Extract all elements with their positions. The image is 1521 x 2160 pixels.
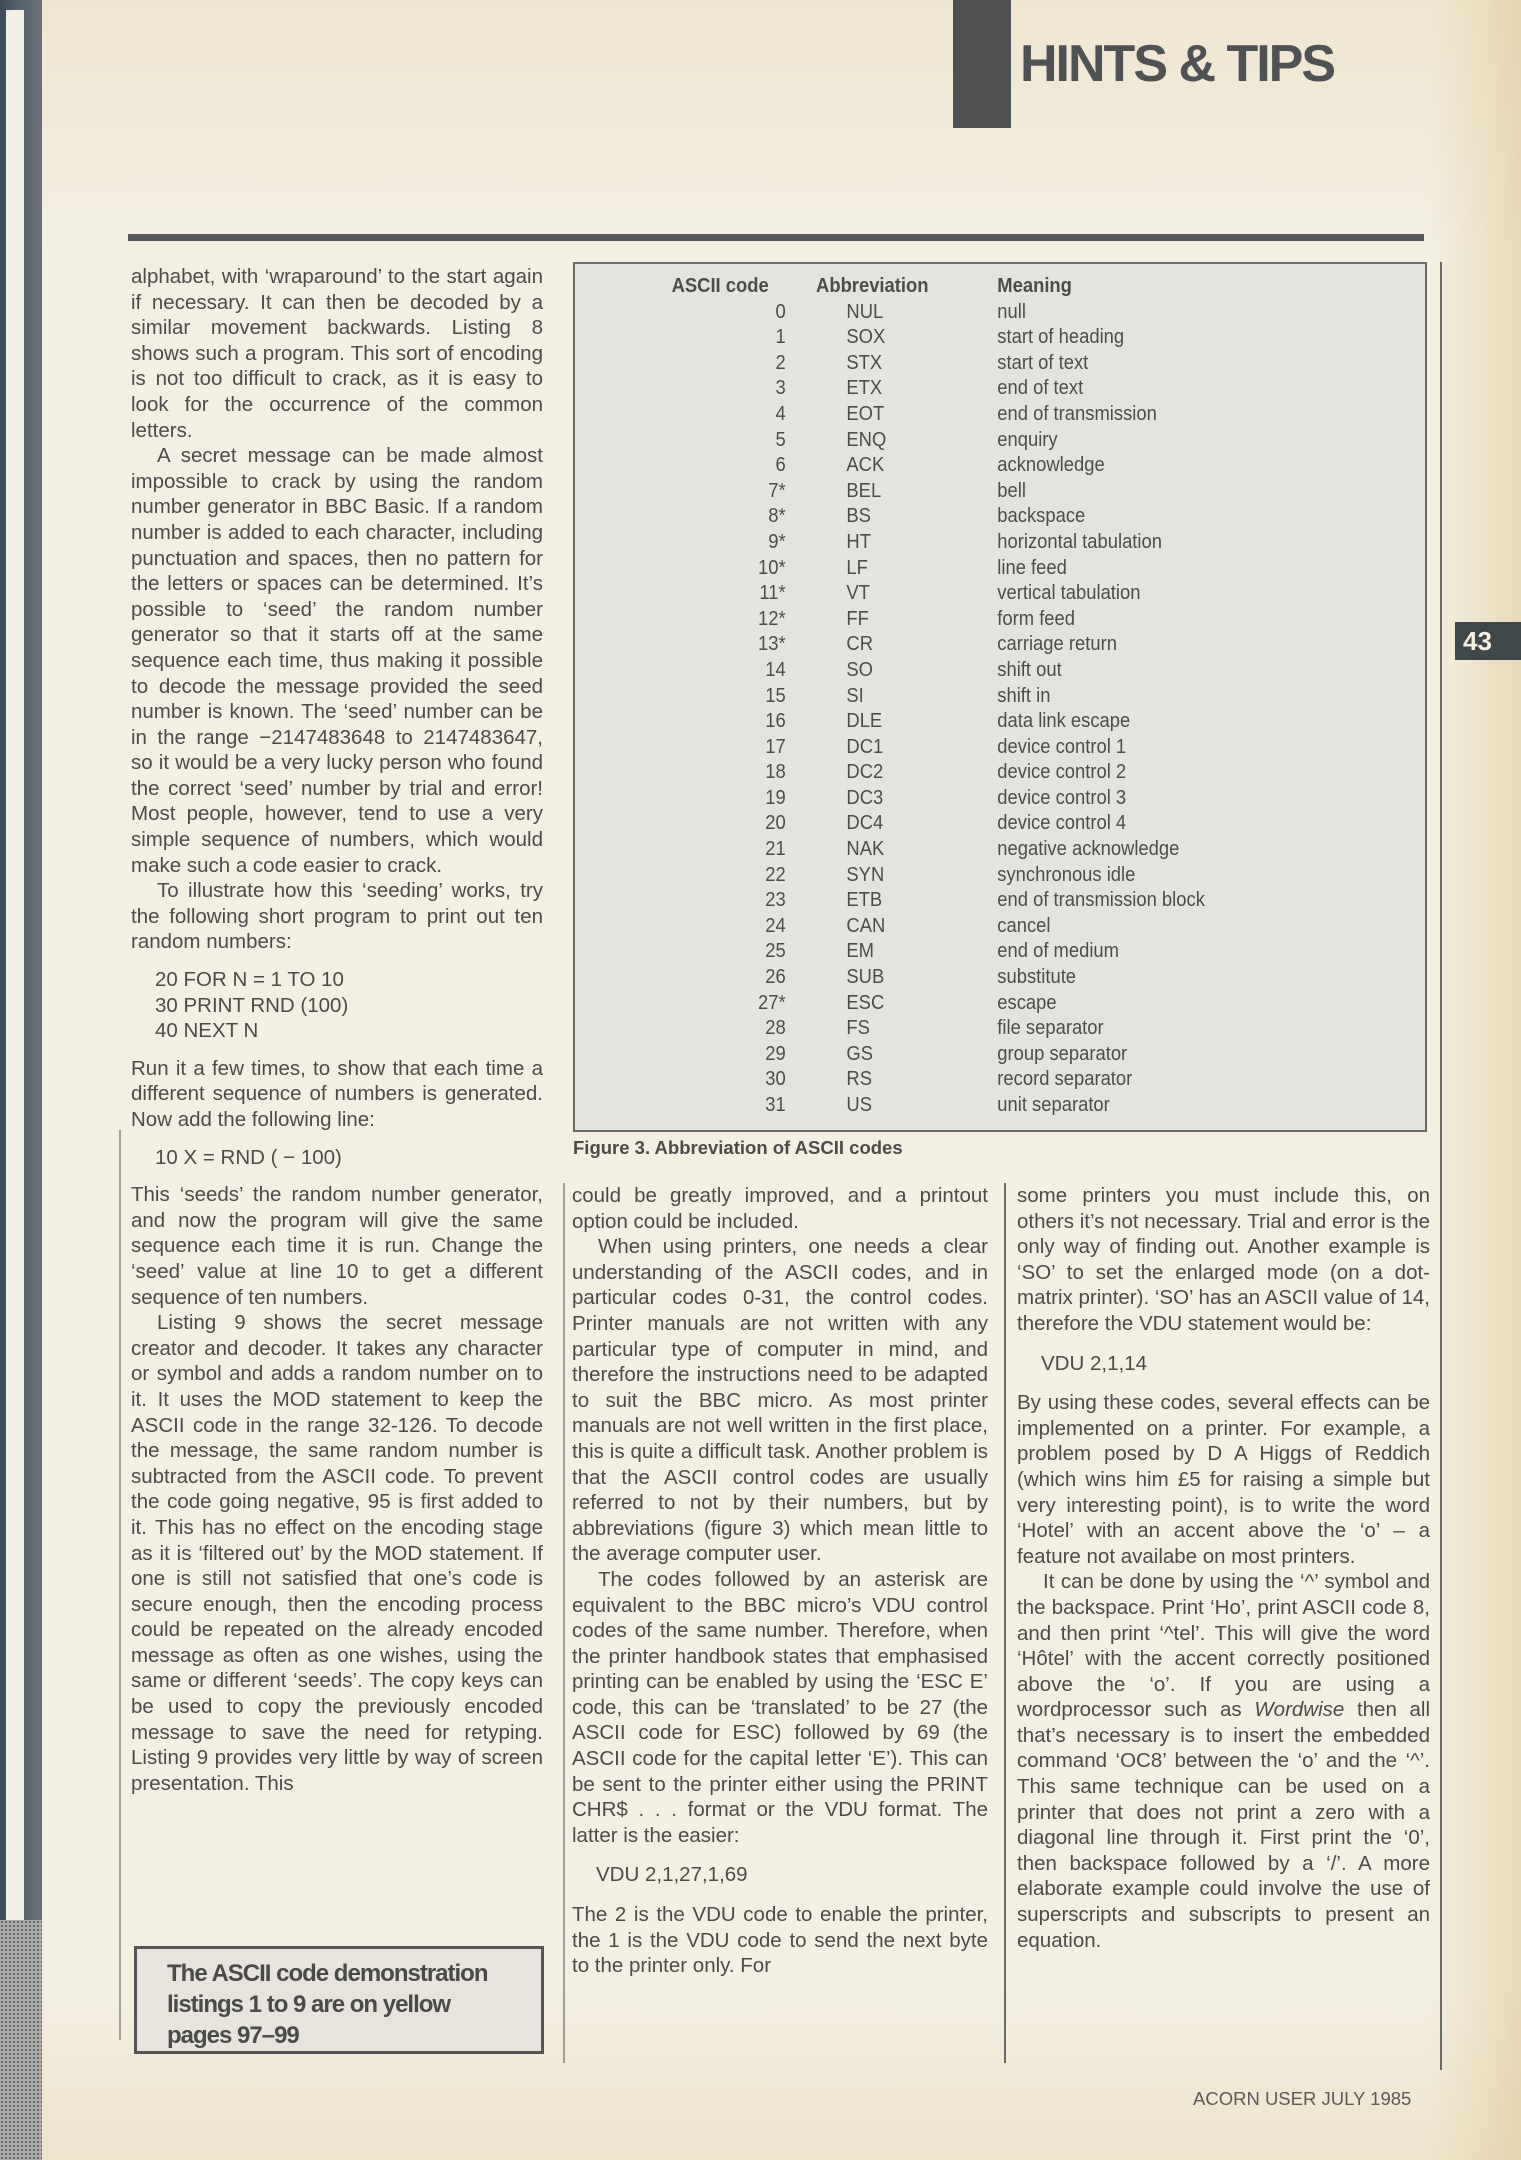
ascii-code-value: 24 <box>765 914 786 937</box>
table-row <box>575 556 1357 582</box>
cell-abbreviation: ETX <box>846 377 883 400</box>
ascii-code-value: 16 <box>765 710 786 733</box>
cell-abbreviation: FS <box>846 1017 870 1040</box>
cell-ascii-code <box>575 684 786 710</box>
ascii-code-value: 13* <box>758 633 786 656</box>
ascii-code-value: 2 <box>775 351 786 374</box>
ascii-code-value: 14 <box>765 658 786 681</box>
ascii-code-value: 0 <box>775 300 786 323</box>
section-title: HINTS & TIPS <box>1020 35 1335 93</box>
table-row <box>575 581 1357 607</box>
cell-abbreviation: SOX <box>846 326 886 349</box>
cell-abbreviation: DC3 <box>846 786 884 809</box>
cell-abbreviation: RS <box>846 1068 872 1091</box>
cell-abbreviation: SUB <box>846 966 885 989</box>
cell-abbreviation: BS <box>846 505 871 528</box>
cell-meaning: data link escape <box>997 710 1131 733</box>
column-header-abbreviation: Abbreviation <box>816 275 929 297</box>
listings-callout-box <box>134 1946 544 2054</box>
cell-ascii-code <box>575 786 786 812</box>
table-row <box>575 376 1357 402</box>
table-row <box>575 351 1357 377</box>
ascii-code-value: 23 <box>765 889 786 912</box>
table-row <box>575 530 1357 556</box>
cell-meaning: cancel <box>997 914 1051 937</box>
code-line: VDU 2,1,14 <box>1041 1351 1147 1375</box>
table-row <box>575 914 1357 940</box>
ascii-code-value: 10* <box>758 556 786 579</box>
cell-ascii-code <box>575 632 786 658</box>
table-row <box>575 965 1357 991</box>
paragraph: By using these codes, several effects can be implemented on a printer. For example, a problem posed by D A Higgs of Reddich (which wins him £5 for raising a simple but very interesting point), is to write the word ‘Hotel’ with an accent above the ‘o’ – a feature not availabe on most printers. <box>1017 1391 1430 1568</box>
binding-edge <box>0 0 42 2160</box>
footer-publication: ACORN USER JULY 1985 <box>1193 2088 1412 2109</box>
callout-line: listings 1 to 9 are on yellow <box>167 1991 451 2018</box>
cell-ascii-code <box>575 735 786 761</box>
table-row <box>575 837 1357 863</box>
paragraph: alphabet, with ‘wraparound’ to the start again if necessary. It can then be decoded by a similar movement backwards. Listing 8 shows such a program. This sort of encoding is not too difficult to crack, as it is easy to look for the occurrence of the common letters. <box>131 265 543 442</box>
cell-meaning: carriage return <box>997 633 1117 656</box>
paragraph: The codes followed by an asterisk are equivalent to the BBC micro’s VDU control codes of the same number. Therefore, when the printer handbook states that emphasised printing can be enabled by using the ‘ESC E’ code, this can be ‘translated’ to be 27 (the ASCII code for ESC) followed by 69 (the ASCII code for the capital letter ‘E’). This can be sent to the printer either using the PRINT CHR$ . . . format or the VDU format. The latter is the easier: <box>572 1567 988 1847</box>
text-run: then all that’s necessary is to insert the embedded command ‘OC8’ between the ‘o’ and the ‘^’. This same technique can be used on a printer that does not print a zero with a diagonal line through it. First print the ‘0’, then backspace followed by a ‘/’. A more elaborate example could involve the use of superscripts and subscripts to present an equation. <box>1017 1698 1430 1952</box>
cell-meaning: shift in <box>997 684 1051 707</box>
ascii-code-value: 17 <box>765 735 786 758</box>
cell-abbreviation: STX <box>846 351 883 374</box>
cell-abbreviation: GS <box>846 1042 873 1065</box>
cell-abbreviation: DC2 <box>846 761 884 784</box>
wordwise-product-name: Wordwise <box>1254 1698 1345 1722</box>
table-row <box>575 1042 1357 1068</box>
cell-meaning: bell <box>997 479 1026 502</box>
cell-meaning: shift out <box>997 658 1062 681</box>
cell-abbreviation: ACK <box>846 454 885 477</box>
cell-ascii-code <box>575 888 786 914</box>
table-row <box>575 888 1357 914</box>
table-row <box>575 658 1357 684</box>
ascii-code-value: 15 <box>765 684 786 707</box>
cell-abbreviation: CR <box>846 633 873 656</box>
code-listing-2 <box>131 1145 543 1171</box>
cell-abbreviation: NUL <box>846 300 884 323</box>
cell-abbreviation: SO <box>846 658 873 681</box>
ascii-code-value: 19 <box>765 786 786 809</box>
cell-meaning: acknowledge <box>997 454 1105 477</box>
page-number-tab: 43 <box>1455 622 1521 660</box>
paragraph: Listing 9 shows the secret message creator and decoder. It takes any character or symbol and adds a random number on to it. It uses the MOD statement to keep the ASCII code in the range 32-126. To decode the message, the same random number is subtracted from the ASCII code. To prevent the code going negative, 95 is first added to it. This has no effect on the encoding stage as it is ‘filtered out’ by the MOD statement. If one is still not satisfied that one’s code is secure enough, then the encoding process could be repeated on the already encoded message as often as one wishes, using the same or different ‘seeds’. The copy keys can be used to copy the previously encoded message to save the need for retyping. Listing 9 provides very little by way of screen presentation. This <box>131 1311 543 1795</box>
column-header-ascii-code: ASCII code <box>671 275 769 297</box>
code-listing-1 <box>131 967 543 1044</box>
ascii-code-value: 25 <box>765 940 786 963</box>
cell-meaning: device control 1 <box>997 735 1127 758</box>
table-row <box>575 811 1357 837</box>
cell-abbreviation: ESC <box>846 991 885 1014</box>
column-rule-mid1 <box>563 1183 565 2063</box>
ascii-code-value: 5 <box>775 428 786 451</box>
ascii-code-value: 28 <box>765 1017 786 1040</box>
cell-ascii-code <box>575 556 786 582</box>
cell-ascii-code <box>575 504 786 530</box>
ascii-code-value: 29 <box>765 1042 786 1065</box>
ascii-code-value: 3 <box>775 377 786 400</box>
cell-ascii-code <box>575 1067 786 1093</box>
cell-meaning: start of heading <box>997 326 1125 349</box>
cell-ascii-code <box>575 760 786 786</box>
cell-abbreviation: CAN <box>846 914 886 937</box>
table-row <box>575 786 1357 812</box>
table-header-row <box>575 274 1357 300</box>
cell-ascii-code <box>575 300 786 326</box>
cell-meaning: backspace <box>997 505 1086 528</box>
ascii-code-value: 18 <box>765 761 786 784</box>
column-rule-mid2 <box>1004 1183 1006 2063</box>
paragraph: The 2 is the VDU code to enable the printer, the 1 is the VDU code to send the next byte to the printer only. For <box>572 1903 988 1978</box>
cell-abbreviation: DC4 <box>846 812 884 835</box>
cell-meaning: end of text <box>997 377 1084 400</box>
ascii-code-table <box>575 274 1357 1119</box>
column-header-meaning: Meaning <box>997 275 1072 297</box>
paragraph: To illustrate how this ‘seeding’ works, try the following short program to print out ten random numbers: <box>131 879 543 954</box>
cell-abbreviation: HT <box>846 530 871 553</box>
ascii-code-value: 4 <box>775 402 786 425</box>
code-line: 10 X = RND ( − 100) <box>155 1145 342 1169</box>
table-row <box>575 709 1357 735</box>
table-row <box>575 607 1357 633</box>
figure-caption: Figure 3. Abbreviation of ASCII codes <box>573 1137 903 1158</box>
cell-ascii-code <box>575 530 786 556</box>
callout-line: The ASCII code demonstration <box>167 1960 488 1987</box>
cell-ascii-code <box>575 607 786 633</box>
cell-meaning: group separator <box>997 1042 1128 1065</box>
cell-meaning: start of text <box>997 351 1089 374</box>
paragraph: This ‘seeds’ the random number generator, and now the program will give the same sequence each time it is run. Change the ‘seed’ value at line 10 to get a different sequence of ten numbers. <box>131 1183 543 1309</box>
cell-meaning: null <box>997 300 1026 323</box>
cell-abbreviation: FF <box>846 607 869 630</box>
table-row <box>575 1093 1357 1119</box>
cell-ascii-code <box>575 709 786 735</box>
code-line: 30 PRINT RND (100) <box>155 993 349 1017</box>
table-row <box>575 1067 1357 1093</box>
cell-ascii-code <box>575 351 786 377</box>
table-row <box>575 453 1357 479</box>
ascii-code-value: 8* <box>768 505 786 528</box>
cell-meaning: negative acknowledge <box>997 838 1180 861</box>
ascii-code-value: 7* <box>768 479 786 502</box>
ascii-code-value: 6 <box>775 454 786 477</box>
cell-meaning: synchronous idle <box>997 863 1136 886</box>
cell-ascii-code <box>575 453 786 479</box>
cell-meaning: enquiry <box>997 428 1058 451</box>
cell-abbreviation: DC1 <box>846 735 884 758</box>
cell-meaning: device control 3 <box>997 786 1127 809</box>
ascii-code-value: 26 <box>765 966 786 989</box>
cell-abbreviation: DLE <box>846 710 883 733</box>
cell-ascii-code <box>575 376 786 402</box>
cell-abbreviation: ENQ <box>846 428 887 451</box>
paragraph: some printers you must include this, on others it’s not necessary. Trial and error is the only way of finding out. Another example is ‘SO’ to set the enlarged mode (on a dot-matrix printer). ‘SO’ has an ASCII value of 14, therefore the VDU statement would be: <box>1017 1184 1430 1335</box>
ascii-code-value: 12* <box>758 607 786 630</box>
ascii-code-value: 20 <box>765 812 786 835</box>
cell-ascii-code <box>575 1016 786 1042</box>
cell-abbreviation: EM <box>846 940 874 963</box>
cell-meaning: file separator <box>997 1017 1104 1040</box>
header-accent-bar <box>953 0 1011 128</box>
cell-ascii-code <box>575 939 786 965</box>
cell-abbreviation: US <box>846 1094 872 1116</box>
ascii-code-value: 30 <box>765 1068 786 1091</box>
ascii-code-figure <box>573 262 1427 1132</box>
cell-ascii-code <box>575 811 786 837</box>
table-row <box>575 632 1357 658</box>
ascii-code-value: 1 <box>775 326 786 349</box>
cell-meaning: line feed <box>997 556 1067 579</box>
ascii-code-value: 22 <box>765 863 786 886</box>
cell-meaning: end of transmission <box>997 402 1157 425</box>
cell-meaning: device control 2 <box>997 761 1127 784</box>
cell-meaning: substitute <box>997 966 1077 989</box>
table-row <box>575 760 1357 786</box>
cell-ascii-code <box>575 991 786 1017</box>
cell-abbreviation: ETB <box>846 889 883 912</box>
column-rule-right <box>1440 262 1442 2070</box>
paragraph: could be greatly improved, and a printout option could be included. <box>572 1184 988 1233</box>
article-column-3 <box>1017 1183 1430 1953</box>
article-column-1 <box>131 264 543 1796</box>
cell-ascii-code <box>575 914 786 940</box>
cell-ascii-code <box>575 1042 786 1068</box>
text-run: It can be done by using the ‘^’ symbol and the backspace. Print ‘Ho’, print ASCII code 8, and then print ‘^tel’. This will give the word ‘Hôtel’ with the accent correctly positioned above the ‘o’. If you are using a wordprocessor such as <box>1017 1570 1430 1722</box>
cell-ascii-code <box>575 658 786 684</box>
cell-ascii-code <box>575 325 786 351</box>
table-row <box>575 479 1357 505</box>
binding-edge-highlight <box>6 10 24 1960</box>
paragraph <box>1017 1569 1430 1953</box>
code-listing-vdu-so <box>1017 1351 1430 1377</box>
paragraph: A secret message can be made almost impossible to crack by using the random number generator in BBC Basic. If a random number is added to each character, including punctuation and spaces, then no pattern for the letters or spaces can be determined. It’s possible to ‘seed’ the random number generator so that it starts off at the same sequence each time, thus making it possible to decode the message provided the seed number is known. The ‘seed’ number can be in the range −2147483648 to 2147483647, so it would be a very lucky person who found the correct ‘seed’ number by trial and error! Most people, however, tend to use a very simple sequence of numbers, which would make such a code easier to crack. <box>131 444 543 877</box>
cell-ascii-code <box>575 428 786 454</box>
code-line: 40 NEXT N <box>155 1019 259 1043</box>
cell-meaning: end of medium <box>997 940 1119 963</box>
cell-abbreviation: SI <box>846 684 864 707</box>
cell-meaning: vertical tabulation <box>997 582 1141 605</box>
callout-line: pages 97–99 <box>167 2022 299 2049</box>
ascii-code-value: 9* <box>768 530 786 553</box>
binding-edge-halftone <box>0 1920 42 2160</box>
paragraph: When using printers, one needs a clear understanding of the ASCII codes, and in particular codes 0-31, the control codes. Printer manuals are not written with any particular type of computer in mind, and therefore the instructions need to be adapted to suit the BBC micro. As most printer manuals are not well written in the first place, this is quite a difficult task. Another problem is that the ASCII control codes are usually referred to not by their numbers, but by abbreviations (figure 3) which mean little to the average computer user. <box>572 1235 988 1566</box>
cell-meaning: end of transmission block <box>997 889 1205 912</box>
table-row <box>575 300 1357 326</box>
table-row <box>575 939 1357 965</box>
cell-ascii-code <box>575 965 786 991</box>
cell-abbreviation: EOT <box>846 402 885 425</box>
article-column-2 <box>572 1183 988 1979</box>
table-row <box>575 325 1357 351</box>
cell-meaning: device control 4 <box>997 812 1127 835</box>
table-row <box>575 991 1357 1017</box>
table-row <box>575 684 1357 710</box>
cell-abbreviation: BEL <box>846 479 882 502</box>
ascii-code-value: 31 <box>765 1094 786 1116</box>
cell-meaning: form feed <box>997 607 1076 630</box>
table-row <box>575 863 1357 889</box>
code-line: 20 FOR N = 1 TO 10 <box>155 968 344 992</box>
cell-ascii-code <box>575 863 786 889</box>
cell-meaning: unit separator <box>997 1094 1110 1116</box>
ascii-code-value: 21 <box>765 838 786 861</box>
cell-abbreviation: VT <box>846 582 870 605</box>
cell-meaning: record separator <box>997 1068 1133 1091</box>
cell-ascii-code <box>575 479 786 505</box>
cell-abbreviation: LF <box>846 556 868 579</box>
table-row <box>575 402 1357 428</box>
cell-meaning: horizontal tabulation <box>997 530 1162 553</box>
cell-ascii-code <box>575 581 786 607</box>
column-rule-left <box>119 1130 121 2040</box>
paragraph: Run it a few times, to show that each time a different sequence of numbers is generated. Now add the following line: <box>131 1056 543 1131</box>
code-line: VDU 2,1,27,1,69 <box>596 1863 748 1887</box>
cell-abbreviation: SYN <box>846 863 885 886</box>
cell-ascii-code <box>575 837 786 863</box>
cell-ascii-code <box>575 402 786 428</box>
cell-meaning: escape <box>997 991 1057 1014</box>
ascii-code-value: 11* <box>759 582 786 605</box>
table-row <box>575 428 1357 454</box>
table-row <box>575 735 1357 761</box>
table-row <box>575 1016 1357 1042</box>
cell-ascii-code <box>575 1093 786 1119</box>
code-listing-vdu-esc <box>572 1862 988 1888</box>
cell-abbreviation: NAK <box>846 838 885 861</box>
header-rule <box>128 234 1424 241</box>
table-row <box>575 504 1357 530</box>
ascii-code-value: 27* <box>758 991 786 1014</box>
